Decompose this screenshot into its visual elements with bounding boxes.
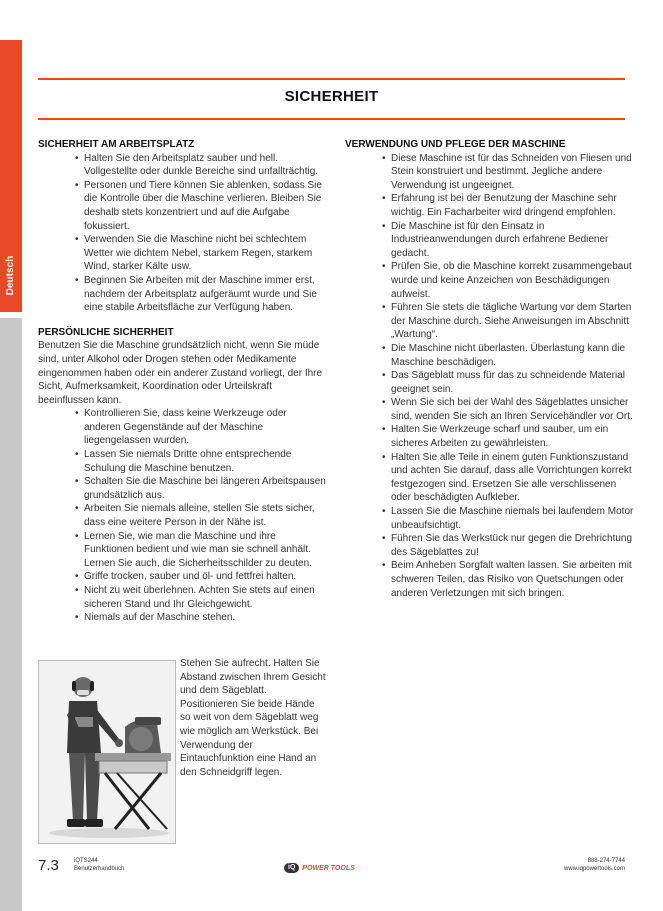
- list-item: • Lernen Sie, wie man die Maschine und ihre Funktionen bedient und wie man sie schnell anhält. Lernen Sie auch, die Sicherheitsschilder zu deuten.: [84, 530, 326, 571]
- list-item: • Die Maschine nicht überlasten. Überlastung kann die Maschine beschädigen.: [391, 342, 635, 369]
- list-item: • Diese Maschine ist für das Schneiden von Fliesen und Stein konstruiert und bestimmt. Jegliche andere Verwendung ist ungeeignet.: [391, 152, 635, 193]
- list-item: • Führen Sie das Werkstück nur gegen die Drehrichtung des Sägeblattes zu!: [391, 532, 635, 559]
- list-item: • Griffe trocken, sauber und öl- und fettfrei halten.: [84, 570, 326, 584]
- logo-text: POWER TOOLS: [302, 864, 355, 872]
- section-heading-workplace: SICHERHEIT AM ARBEITSPLATZ: [38, 139, 195, 150]
- page-title: SICHERHEIT: [284, 88, 379, 105]
- page-number: 7.3: [38, 857, 59, 874]
- footer-website: www.iqpowertools.com: [563, 866, 625, 872]
- list-item: • Die Maschine ist für den Einsatz in Industrieanwendungen durch erfahrene Bediener gedacht.: [391, 220, 635, 261]
- list-item: • Niemals auf der Maschine stehen.: [84, 611, 326, 625]
- photo-caption: Stehen Sie aufrecht. Halten Sie Abstand zwischen Ihrem Gesicht und dem Sägeblatt. Positionieren Sie beide Hände so weit von dem Sägeblatt weg wie möglich am Werkstück. Bei Verwendung der Eintauchfunktion eine Hand an den Schneidgriff legen.: [180, 658, 326, 778]
- list-item: • Lassen Sie niemals Dritte ohne entsprechende Schulung die Maschine benutzen.: [84, 448, 326, 475]
- list-item: • Personen und Tiere können Sie ablenken, sodass Sie die Kontrolle über die Maschine verlieren. Bleiben Sie deshalb stets konzentriert und auf die Aufgabe fokussiert.: [84, 179, 326, 233]
- footer-phone: 888-274-7744: [587, 858, 625, 864]
- logo-badge: iQ: [284, 863, 299, 873]
- title-rule-bottom: [38, 118, 625, 120]
- personal-bullets: [84, 407, 326, 625]
- list-item: • Beginnen Sie Arbeiten mit der Maschine immer erst, nachdem der Arbeitsplatz aufgeräumt wurde und Sie eine stabile Arbeitsfläche zur Verfügung haben.: [84, 274, 326, 315]
- list-item: • Kontrollieren Sie, dass keine Werkzeuge oder anderen Gegenstände auf der Maschine liegengelassen wurden.: [84, 407, 326, 448]
- operator-photo: [38, 660, 176, 844]
- list-item: • Nicht zu weit überlehnen. Achten Sie stets auf einen sicheren Stand und Ihr Gleichgewicht.: [84, 584, 326, 611]
- list-item: • Verwenden Sie die Maschine nicht bei schlechtem Wetter wie dichtem Nebel, starkem Regen, starkem Wind, starker Kälte usw.: [84, 233, 326, 274]
- list-item: • Wenn Sie sich bei der Wahl des Sägeblattes unsicher sind, wenden Sie sich an Ihren Servicehändler vor Ort.: [391, 396, 635, 423]
- sidebar-language-tab: [0, 245, 22, 305]
- personal-intro: Benutzen Sie die Maschine grundsätzlich nicht, wenn Sie müde sind, unter Alkohol oder Drogen stehen oder Medikamente eingenommen haben oder ein anderer Zustand vorliegt, der Ihre Sicht, Aufmerksamkeit, Koordination oder Urteilskraft beeinflussen kann.: [38, 340, 323, 406]
- footer-model: iQTS244: [74, 858, 98, 864]
- left-column: [38, 138, 326, 625]
- footer-model-info: [74, 857, 124, 873]
- list-item: • Halten Sie Werkzeuge scharf und sauber, um ein sicheres Arbeiten zu gewährleisten.: [391, 423, 635, 450]
- footer-manual: Benutzerhandbuch: [74, 866, 125, 872]
- list-item: • Halten Sie den Arbeitsplatz sauber und hell. Vollgestellte oder dunkle Bereiche sind unfallträchtig.: [84, 152, 326, 179]
- list-item: • Arbeiten Sie niemals alleine, stellen Sie stets sicher, dass eine weitere Person in der Nähe ist.: [84, 502, 326, 529]
- list-item: • Beim Anheben Sorgfalt walten lassen. Sie arbeiten mit schweren Teilen, das Risiko von Quetschungen oder anderen Verletzungen mit sich bringen.: [391, 559, 635, 600]
- footer-contact: [564, 857, 625, 873]
- list-item: • Schalten Sie die Maschine bei längeren Arbeitspausen grundsätzlich aus.: [84, 475, 326, 502]
- workplace-bullets: [84, 152, 326, 315]
- list-item: • Prüfen Sie, ob die Maschine korrekt zusammengebaut wurde und keine Anzeichen von Beschädigungen aufweist.: [391, 260, 635, 301]
- sidebar-gray-bar: [0, 318, 22, 911]
- list-item: • Lassen Sie die Maschine niemals bei laufendem Motor unbeaufsichtigt.: [391, 505, 635, 532]
- list-item: • Erfahrung ist bei der Benutzung der Maschine sehr wichtig. Ein Facharbeiter wird dringend empfohlen.: [391, 192, 635, 219]
- list-item: • Führen Sie stets die tägliche Wartung vor dem Starten der Maschine durch. Siehe Anweisungen im Abschnitt „Wartung“.: [391, 301, 635, 342]
- machine-use-bullets: [391, 152, 635, 601]
- title-rule-top: [38, 78, 625, 80]
- section-heading-personal: PERSÖNLICHE SICHERHEIT: [38, 326, 174, 338]
- brand-logo: [284, 862, 355, 874]
- list-item: • Halten Sie alle Teile in einem guten Funktionszustand und achten Sie darauf, dass alle Vorrichtungen korrekt festgezogen sind. Ersetzen Sie alle verschlissenen oder beschädigten Aufkleber.: [391, 451, 635, 505]
- sidebar-language-label: Deutsch: [5, 255, 17, 295]
- section-heading-machine-use: VERWENDUNG UND PFLEGE DER MASCHINE: [345, 139, 566, 150]
- operator-saw-illustration: [39, 661, 175, 843]
- list-item: • Das Sägeblatt muss für das zu schneidende Material geeignet sein.: [391, 369, 635, 396]
- right-column: [345, 138, 635, 600]
